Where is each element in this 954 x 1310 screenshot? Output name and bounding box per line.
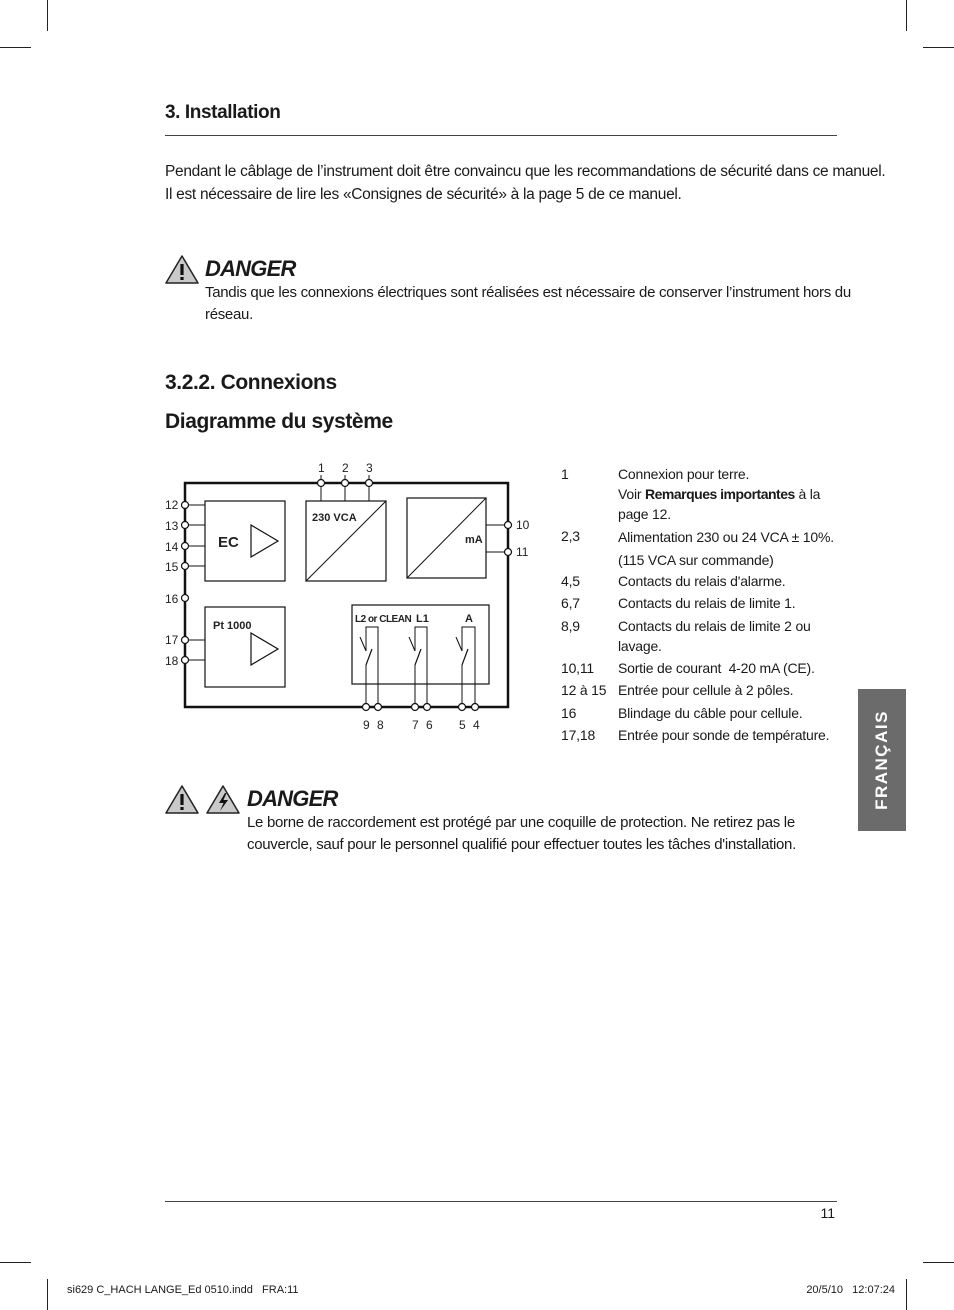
pt1000-label: Pt 1000 bbox=[213, 620, 252, 632]
legend-line: Voir bbox=[618, 486, 646, 502]
danger-title: DANGER bbox=[205, 256, 296, 281]
legend-line: (115 VCA sur commande) bbox=[618, 552, 774, 568]
language-tab bbox=[858, 689, 906, 831]
pt1000-block bbox=[205, 607, 285, 687]
terminal-label: 4 bbox=[473, 718, 480, 732]
terminal-label: 13 bbox=[165, 519, 179, 533]
file-info: si629 C_HACH LANGE_Ed 0510.indd FRA:11 bbox=[67, 1284, 299, 1296]
power-label: 230 VCA bbox=[312, 512, 357, 524]
legend-number: 2,3 bbox=[561, 528, 580, 544]
legend-bold: Remarques importantes bbox=[645, 486, 795, 502]
legend-line: page 12. bbox=[618, 506, 671, 522]
legend-number: 10,11 bbox=[561, 660, 594, 676]
danger-line: couvercle, sauf pour le personnel qualifié pour effectuer toutes les tâches d'installation. bbox=[247, 836, 796, 853]
crop-mark bbox=[0, 1262, 31, 1263]
wiring-diagram bbox=[160, 455, 540, 740]
legend-number: 12 à 15 bbox=[561, 682, 607, 698]
legend-line: Alimentation 230 ou 24 VCA ± 10%. bbox=[618, 529, 834, 545]
warning-icon bbox=[164, 784, 200, 815]
legend-number: 1 bbox=[561, 466, 569, 482]
terminal-label: 16 bbox=[165, 592, 179, 606]
crop-mark bbox=[47, 0, 48, 31]
legend-text bbox=[618, 464, 838, 524]
power-block bbox=[306, 501, 386, 581]
section-rule bbox=[165, 135, 837, 136]
terminal-label: 15 bbox=[165, 560, 179, 574]
ma-block bbox=[407, 498, 486, 578]
crop-mark bbox=[906, 1279, 907, 1310]
subsection-title: 3.2.2. Connexions bbox=[165, 371, 337, 394]
electric-hazard-icon bbox=[205, 784, 241, 815]
intro-text bbox=[165, 160, 886, 206]
legend-number: 16 bbox=[561, 705, 577, 721]
legend-number: 8,9 bbox=[561, 618, 580, 634]
ec-block bbox=[205, 501, 285, 581]
terminal-label: 11 bbox=[516, 545, 529, 559]
legend-line: Contacts du relais de limite 2 ou bbox=[618, 618, 811, 634]
legend-text: Sortie de courant 4-20 mA (CE). bbox=[618, 660, 815, 676]
danger-line: Le borne de raccordement est protégé par une coquille de protection. Ne retirez pas le bbox=[247, 814, 795, 831]
legend-number: 17,18 bbox=[561, 727, 596, 743]
terminal-label: 8 bbox=[377, 718, 384, 732]
terminal-label: 5 bbox=[459, 718, 466, 732]
terminal-label: 14 bbox=[165, 540, 179, 554]
intro-line: Il est nécessaire de lire les «Consignes de sécurité» à la page 5 de ce manuel. bbox=[165, 186, 682, 203]
legend-line: à la bbox=[794, 486, 821, 502]
legend-line: lavage. bbox=[618, 638, 662, 654]
terminal-label: 1 bbox=[318, 461, 325, 475]
terminal-label: 6 bbox=[426, 718, 433, 732]
crop-mark bbox=[923, 1262, 954, 1263]
danger-line: réseau. bbox=[205, 306, 253, 323]
ma-label: mA bbox=[465, 534, 483, 546]
legend-text bbox=[618, 616, 838, 656]
page-number: 11 bbox=[820, 1205, 835, 1221]
danger-text bbox=[247, 812, 847, 856]
legend-line: Connexion pour terre. bbox=[618, 466, 750, 482]
terminal-label: 17 bbox=[165, 633, 179, 647]
relay-label: L2 or CLEAN bbox=[355, 614, 412, 625]
legend-text: Entrée pour cellule à 2 pôles. bbox=[618, 682, 794, 698]
diagram-title: Diagramme du système bbox=[165, 410, 393, 433]
crop-mark bbox=[923, 47, 954, 48]
legend-text: Blindage du câble pour cellule. bbox=[618, 705, 803, 721]
crop-mark bbox=[906, 0, 907, 31]
crop-mark bbox=[47, 1279, 48, 1310]
legend-text: Entrée pour sonde de température. bbox=[618, 727, 830, 743]
danger-text bbox=[205, 282, 851, 326]
terminal-label: 18 bbox=[165, 654, 179, 668]
terminal-label: 10 bbox=[516, 518, 530, 532]
terminal-label: 3 bbox=[366, 461, 373, 475]
terminal-label: 12 bbox=[165, 498, 179, 512]
intro-line: Pendant le câblage de l’instrument doit être convaincu que les recommandations de sécurité dans ce manuel. bbox=[165, 163, 886, 180]
danger-line: Tandis que les connexions électriques sont réalisées est nécessaire de conserver l’instrument hors du bbox=[205, 284, 851, 301]
warning-icon bbox=[164, 254, 200, 285]
relay-label: L1 bbox=[416, 613, 429, 625]
terminal-label: 7 bbox=[412, 718, 419, 732]
terminal-label: 9 bbox=[363, 718, 370, 732]
ec-label: EC bbox=[218, 534, 239, 551]
crop-mark bbox=[0, 47, 31, 48]
language-tab-label: FRANÇAIS bbox=[872, 710, 891, 810]
danger-title: DANGER bbox=[247, 786, 338, 811]
date-info: 20/5/10 12:07:24 bbox=[806, 1284, 895, 1296]
legend-text bbox=[618, 526, 838, 572]
section-title: 3. Installation bbox=[165, 102, 281, 123]
legend-number: 6,7 bbox=[561, 595, 580, 611]
legend-number: 4,5 bbox=[561, 573, 580, 589]
terminal-label: 2 bbox=[342, 461, 349, 475]
footer-rule bbox=[165, 1201, 837, 1202]
legend-text: Contacts du relais de limite 1. bbox=[618, 595, 796, 611]
legend-text: Contacts du relais d'alarme. bbox=[618, 573, 786, 589]
relay-label: A bbox=[465, 613, 473, 625]
